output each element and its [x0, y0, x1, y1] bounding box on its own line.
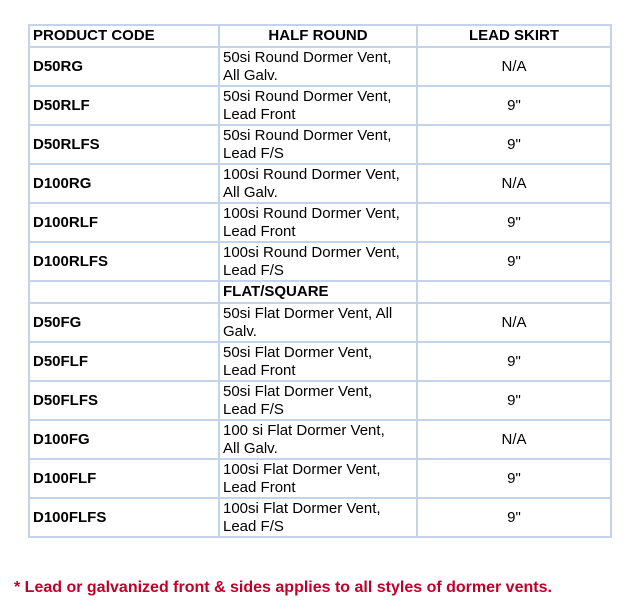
lead-skirt-cell: 9" — [417, 203, 611, 242]
section-empty-cell — [417, 281, 611, 303]
description-cell — [219, 303, 417, 342]
table-row — [29, 125, 611, 164]
description-line-2: Lead Front — [223, 478, 296, 496]
description-cell — [219, 459, 417, 498]
lead-skirt-cell: N/A — [417, 420, 611, 459]
table-row — [29, 420, 611, 459]
product-code-cell: D50FLFS — [29, 381, 219, 420]
description-line-2: Lead Front — [223, 222, 296, 240]
description-line-2: Lead Front — [223, 361, 296, 379]
description-cell — [219, 420, 417, 459]
description-cell — [219, 203, 417, 242]
section-label-flat-square: FLAT/SQUARE — [219, 281, 417, 303]
product-code-cell: D100RLFS — [29, 242, 219, 281]
product-code-cell: D100FG — [29, 420, 219, 459]
table-row — [29, 47, 611, 86]
lead-skirt-cell: 9" — [417, 342, 611, 381]
description-line-2: Lead F/S — [223, 400, 284, 418]
lead-skirt-cell: 9" — [417, 459, 611, 498]
description-cell — [219, 164, 417, 203]
lead-skirt-cell: N/A — [417, 164, 611, 203]
description-cell — [219, 242, 417, 281]
description-cell — [219, 381, 417, 420]
description-line-1: 50si Round Dormer Vent, — [223, 126, 392, 144]
description-line-2: Lead F/S — [223, 144, 284, 162]
table-row — [29, 164, 611, 203]
header-product-code: PRODUCT CODE — [29, 25, 219, 47]
product-code-cell: D100RG — [29, 164, 219, 203]
lead-skirt-cell: 9" — [417, 242, 611, 281]
lead-skirt-cell: N/A — [417, 303, 611, 342]
product-code-cell: D50RG — [29, 47, 219, 86]
description-cell — [219, 125, 417, 164]
table-row — [29, 242, 611, 281]
section-row-flat-square — [29, 281, 611, 303]
description-line-2: Lead F/S — [223, 517, 284, 535]
header-row — [29, 25, 611, 47]
product-code-cell: D50FLF — [29, 342, 219, 381]
product-code-cell: D50RLF — [29, 86, 219, 125]
product-code-cell: D100RLF — [29, 203, 219, 242]
description-line-2: Lead F/S — [223, 261, 284, 279]
description-line-1: 100si Round Dormer Vent, — [223, 243, 400, 261]
table-row — [29, 498, 611, 537]
description-line-1: 100si Round Dormer Vent, — [223, 165, 400, 183]
description-line-2: All Galv. — [223, 183, 278, 201]
product-code-cell: D50FG — [29, 303, 219, 342]
description-line-1: 100 si Flat Dormer Vent, — [223, 421, 385, 439]
product-code-cell: D100FLF — [29, 459, 219, 498]
footnote: * Lead or galvanized front & sides applies to all styles of dormer vents. — [14, 579, 552, 596]
description-cell — [219, 342, 417, 381]
product-table — [28, 24, 612, 538]
table-row — [29, 303, 611, 342]
table-row — [29, 342, 611, 381]
lead-skirt-cell: 9" — [417, 86, 611, 125]
section-empty-cell — [29, 281, 219, 303]
table-row — [29, 459, 611, 498]
description-line-2: All Galv. — [223, 439, 278, 457]
lead-skirt-cell: N/A — [417, 47, 611, 86]
description-line-1: 100si Round Dormer Vent, — [223, 204, 400, 222]
description-line-1: 100si Flat Dormer Vent, — [223, 460, 381, 478]
description-line-1: 50si Flat Dormer Vent, — [223, 343, 373, 361]
product-code-cell: D100FLFS — [29, 498, 219, 537]
lead-skirt-cell: 9" — [417, 498, 611, 537]
table-row — [29, 381, 611, 420]
description-cell — [219, 47, 417, 86]
description-line-1: 50si Flat Dormer Vent, — [223, 382, 373, 400]
description-line-1: 50si Round Dormer Vent, — [223, 48, 392, 66]
lead-skirt-cell: 9" — [417, 381, 611, 420]
table-row — [29, 86, 611, 125]
description-line-1: 50si Flat Dormer Vent, All — [223, 304, 393, 322]
header-half-round: HALF ROUND — [219, 25, 417, 47]
description-line-1: 50si Round Dormer Vent, — [223, 87, 392, 105]
table-body — [29, 47, 611, 537]
description-line-1: 100si Flat Dormer Vent, — [223, 499, 381, 517]
table-row — [29, 203, 611, 242]
description-line-2: Galv. — [223, 322, 257, 340]
lead-skirt-cell: 9" — [417, 125, 611, 164]
description-line-2: Lead Front — [223, 105, 296, 123]
description-line-2: All Galv. — [223, 66, 278, 84]
product-code-cell: D50RLFS — [29, 125, 219, 164]
description-cell — [219, 86, 417, 125]
header-lead-skirt: LEAD SKIRT — [417, 25, 611, 47]
description-cell — [219, 498, 417, 537]
